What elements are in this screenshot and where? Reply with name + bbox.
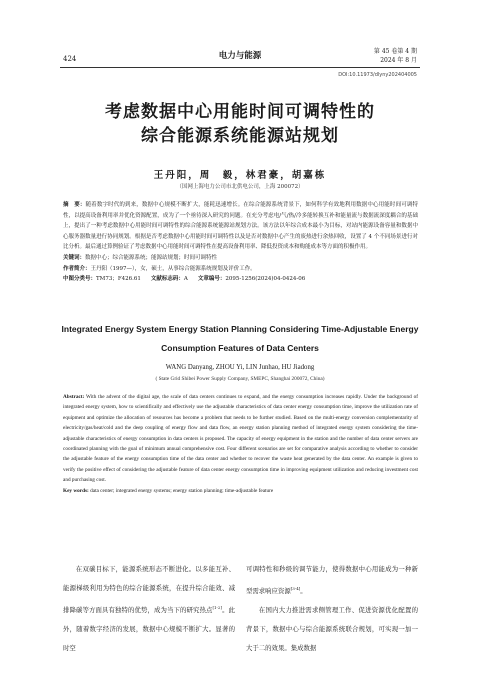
journal-name: 电力与能源 xyxy=(218,51,262,61)
keywords-cn-label: 关键词： xyxy=(63,254,86,261)
clc-label: 中图分类号： xyxy=(63,276,97,283)
title-en-line-1: Integrated Energy System Energy Station Planning Considering Time-Adjustable Energy xyxy=(61,324,419,334)
title-en-line-2: Consumption Features of Data Centers xyxy=(161,343,319,353)
affiliation-en: ( State Grid Shibei Power Supply Company, SMEPC, Shanghai 200072, China) xyxy=(155,376,325,382)
body-paragraph xyxy=(246,601,418,658)
abstract-cn-text: 随着数字时代的到来，数据中心规模不断扩大，能耗迅速增长。在综合能源系统背景下，如何科学有效地利用数据中心用能时间可调特性，以提高设备利用率并优化资源配置，成为了一个亟待深入研究的问题。在充分考虑电/气/热/冷多能转换互补和能量流与数据流深度耦合的基础上，提出了一种考虑数据中心用能时间可调特性的综合能源系统能源站规划方法。该方法以年综合成本最小为目标，对站内能源设备容量和数据中心服务器数量进行协同规划。根据是否考虑数据中心用能时间可调特性以及是否对数据中心产生的废热进行余热回收，设置了 4 个不同场景进行对比分析。最后通过算例验证了考虑数据中心用能时间可调特性在提高设备利用率、降低投资成本和购能成本等方面的积极作用。 xyxy=(63,202,418,251)
citation[interactable]: [3-4] xyxy=(290,586,301,591)
body-text: 。此外，随着数字经济的发展，数据中心规模不断扩大。显著的时空 xyxy=(63,606,236,653)
keywords-cn-text: 数据中心；综合能源系统；能源站规划；时间可调特性 xyxy=(85,254,218,261)
body-text: 在国内大力推进需求侧管理工作、促进资源优化配置的背景下，数据中心与综合能源系统联合规划，可实现一加一大于二的效果。集成数据 xyxy=(246,606,418,653)
doc-code xyxy=(151,274,188,285)
abstract-cn xyxy=(63,200,418,285)
page-number: 424 xyxy=(63,55,77,63)
keywords-cn xyxy=(63,253,418,264)
body-paragraph xyxy=(63,560,235,658)
article-number xyxy=(198,274,305,285)
abstract-en-paragraph xyxy=(63,392,418,486)
abstract-en xyxy=(63,392,418,496)
doc-code-value: A xyxy=(183,276,188,283)
doc-code-label: 文献标志码： xyxy=(150,276,184,283)
affiliation-cn: （国网上海电力公司市北供电公司，上海 200072） xyxy=(176,184,304,190)
body-text: 在双碳目标下，能源系统形态不断进化。以多能互补、能源梯级利用为特色的综合能源系统，在提升综合能效、减排降碳等方面具有独特的优势，成为当下的研究热点 xyxy=(63,565,235,615)
keywords-en-label: Key words: xyxy=(63,487,89,494)
authors-en: WANG Danyang, ZHOU Yi, LIN Junhao, HU Jiadong xyxy=(165,364,315,371)
clc xyxy=(63,274,141,285)
author-intro-text: 王丹阳（1997—），女，硕士，从事综合能源系统规划及评价工作。 xyxy=(90,265,256,272)
keywords-en-text: data center; integrated energy systems; energy station planning; time-adjustable feature xyxy=(90,487,274,494)
abstract-cn-paragraph xyxy=(63,200,418,253)
header-rule xyxy=(60,67,420,68)
body-paragraph xyxy=(246,560,418,601)
classification-row xyxy=(63,274,418,285)
title-cn-line-1: 考虑数据中心用能时间可调特性的 xyxy=(105,102,375,122)
keywords-en xyxy=(63,486,418,496)
article-number-value: 2095-1256(2024)04-0424-06 xyxy=(225,276,306,283)
volume-issue: 第 45 卷第 4 期 xyxy=(373,48,417,55)
body-text: 。 xyxy=(300,587,307,596)
citation[interactable]: [1-2] xyxy=(212,605,223,610)
paper-title-en xyxy=(40,320,440,358)
abstract-en-text: With the advent of the digital age, the scale of data centers continues to expand, and the energy consumption increases rapidly. Under the background of integrated energy system, how to scientifically and effectively use the adjustable characteristics of data center energy consumption time, improve the utilization rate of equipment and optimize the allocation of resources has become a problem that needs to be further studied. Based on the multi-energy conversion complementarity of electricity/gas/heat/cold and the deep coupling of energy flow and data flow, an energy station planning method of integrated energy system considering the time-adjustable characteristics of energy consumption in data centers is proposed. The capacity of energy equipment in the station and the number of data center servers are coordinated planning with the goal of minimum annual comprehensive cost. Four different scenarios are set for comparative analysis according to whether to consider the adjustable feature of the energy consumption time of the data center and whether to recover the waste heat generated by the data center. An example is given to verify the positive effect of considering the adjustable feature of data center energy consumption time in improving equipment utilization and reducing investment cost and purchasing cost. xyxy=(63,394,419,484)
body-column-right xyxy=(246,560,418,658)
abstract-cn-label: 摘 要： xyxy=(63,202,86,208)
authors-cn: 王丹阳，周 毅，林君豪，胡嘉栋 xyxy=(153,170,327,181)
title-cn-line-2: 综合能源系统能源站规划 xyxy=(141,126,339,146)
body-text: 可调特性和秒级的调节能力，使得数据中心用能成为一种新型需求响应资源 xyxy=(246,565,418,596)
paper-title-cn xyxy=(0,100,480,148)
author-intro xyxy=(63,264,418,275)
abstract-en-label: Abstract: xyxy=(63,394,85,400)
clc-value: TM73；F426.61 xyxy=(96,276,141,283)
volume-info xyxy=(374,47,417,65)
article-number-label: 文章编号： xyxy=(197,276,226,283)
doi[interactable]: DOI:10.11973/dlyny202404005 xyxy=(338,72,417,78)
author-intro-label: 作者简介： xyxy=(63,265,91,272)
publication-date: 2024 年 8 月 xyxy=(380,57,417,64)
body-column-left xyxy=(63,560,235,658)
